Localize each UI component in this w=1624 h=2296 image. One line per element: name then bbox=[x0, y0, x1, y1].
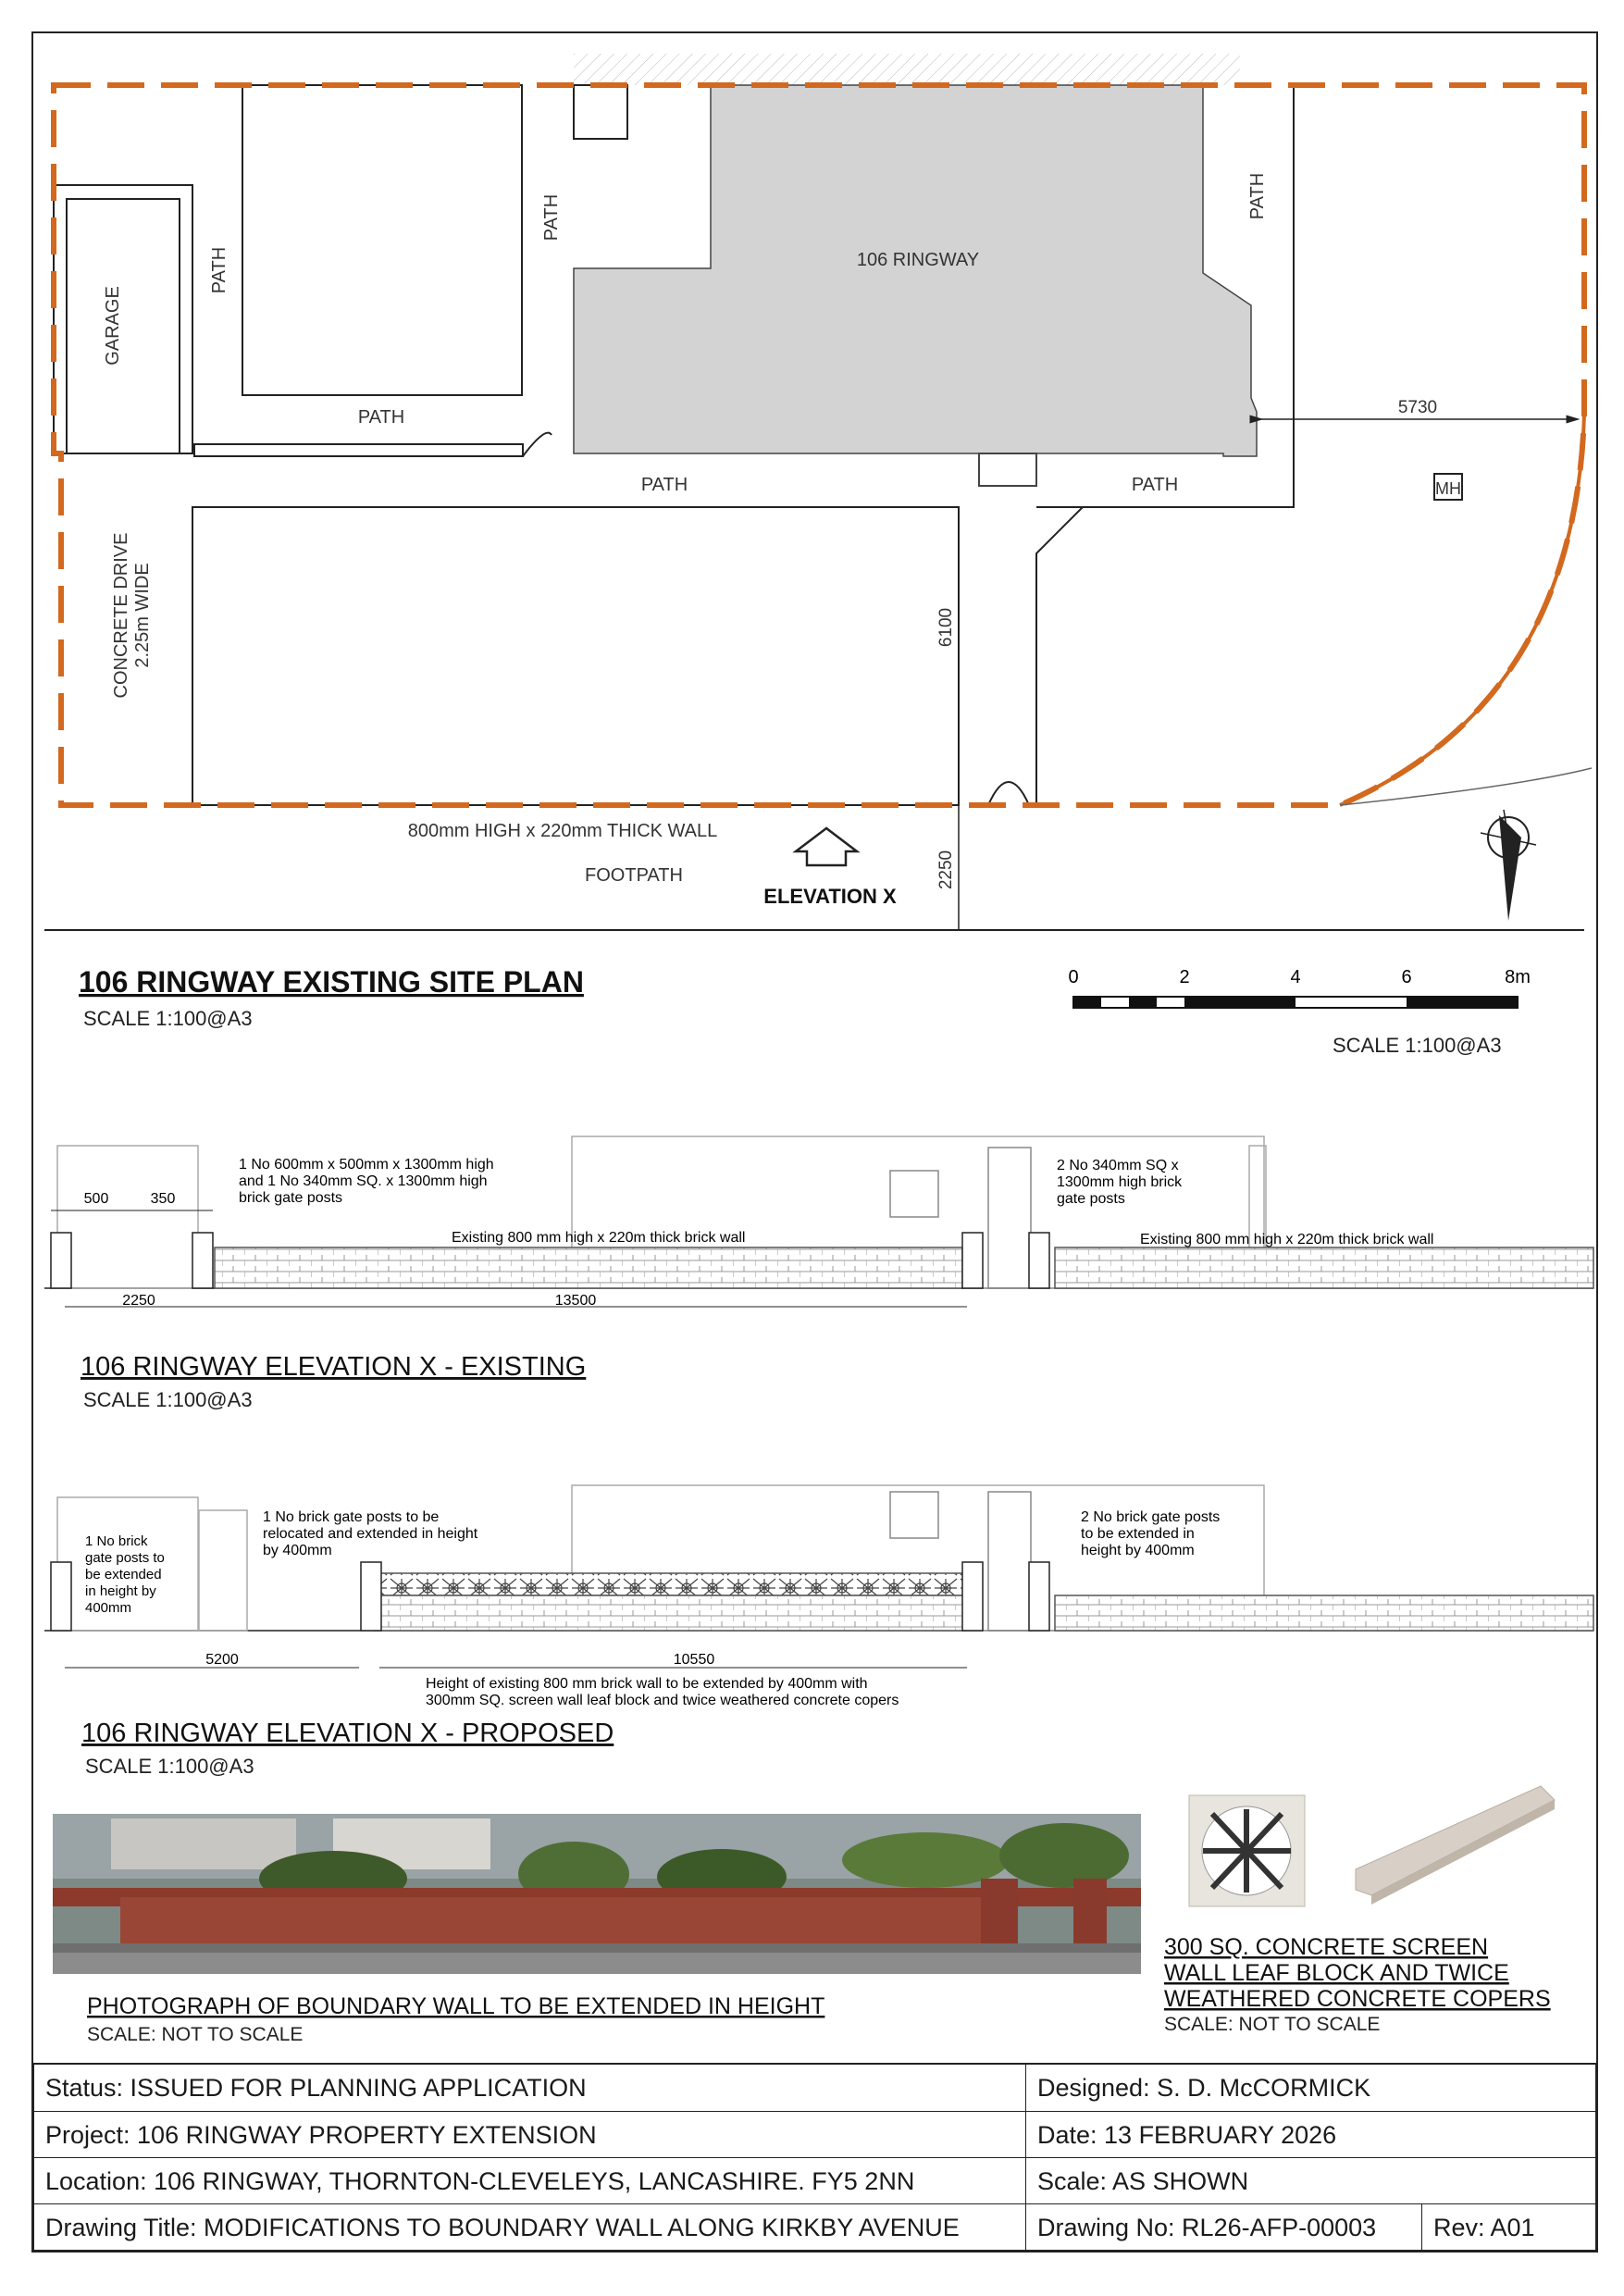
project-cell: Project: 106 RINGWAY PROPERTY EXTENSION bbox=[34, 2112, 1026, 2157]
dim-10550-label: 10550 bbox=[673, 1652, 715, 1668]
garage-label: GARAGE bbox=[103, 286, 123, 366]
scale-tick-8: 8m bbox=[1505, 967, 1531, 987]
garage-inner bbox=[67, 199, 180, 453]
elevation-proposed-scale: SCALE 1:100@A3 bbox=[85, 1755, 254, 1778]
title-row-status bbox=[34, 2065, 1595, 2111]
boundary-wall-photo bbox=[53, 1814, 1141, 1974]
dim-6100-label: 6100 bbox=[936, 607, 956, 648]
existing-note-right-3: gate posts bbox=[1057, 1191, 1125, 1207]
rev-cell: Rev: A01 bbox=[1433, 2214, 1535, 2241]
path-label-north: PATH bbox=[541, 193, 562, 242]
materials-scale: SCALE: NOT TO SCALE bbox=[1164, 2014, 1381, 2035]
steps bbox=[979, 453, 1036, 486]
path-label-right: PATH bbox=[1131, 475, 1179, 495]
manhole-label: MH bbox=[1435, 479, 1461, 498]
north-arrow-icon bbox=[1481, 810, 1536, 921]
dim-500-label: 500 bbox=[83, 1191, 109, 1207]
existing-note-right-1: 2 No 340mm SQ x bbox=[1057, 1158, 1179, 1173]
proposed-note-left-4: in height by bbox=[85, 1583, 156, 1599]
existing-note-gate-3: brick gate posts bbox=[239, 1190, 343, 1206]
scalebar-caption: SCALE 1:100@A3 bbox=[1333, 1034, 1502, 1057]
path-label-garden: PATH bbox=[357, 407, 405, 428]
elevation-arrow bbox=[796, 828, 857, 865]
location-cell: Location: 106 RINGWAY, THORNTON-CLEVELEYS, LANCASHIRE. FY5 2NN bbox=[34, 2158, 1026, 2203]
date-cell: Date: 13 FEBRUARY 2026 bbox=[1037, 2121, 1337, 2149]
garden-bed bbox=[242, 85, 522, 395]
proposed-note-left-1: 1 No brick bbox=[85, 1533, 148, 1549]
path-edge bbox=[194, 444, 523, 456]
proposed-note-left-2: gate posts to bbox=[85, 1550, 165, 1566]
path-label-west: PATH bbox=[209, 246, 229, 294]
front-lawn bbox=[192, 507, 959, 805]
elevation-marker-label: ELEVATION X bbox=[763, 885, 897, 908]
elevation-existing-scale: SCALE 1:100@A3 bbox=[83, 1388, 253, 1411]
title-row-drawing bbox=[34, 2203, 1595, 2250]
designed-cell: Designed: S. D. McCORMICK bbox=[1037, 2074, 1371, 2102]
proposed-note-left-5: 400mm bbox=[85, 1600, 132, 1616]
existing-note-gate-1: 1 No 600mm x 500mm x 1300mm high bbox=[239, 1157, 494, 1173]
proposed-wall-note-2: 300mm SQ. screen wall leaf block and twice weathered concrete copers bbox=[426, 1693, 899, 1708]
site-plan bbox=[44, 54, 1592, 930]
neighbour-hatch bbox=[574, 54, 1240, 85]
materials-title-1: 300 SQ. CONCRETE SCREEN bbox=[1164, 1934, 1489, 1960]
wall-label: 800mm HIGH x 220mm THICK WALL bbox=[407, 821, 718, 841]
dim-5730-label: 5730 bbox=[1397, 398, 1438, 417]
dim-2250-label: 2250 bbox=[936, 850, 956, 890]
dim-5200-label: 5200 bbox=[205, 1652, 239, 1668]
title-row-project bbox=[34, 2111, 1595, 2157]
existing-wall-note-left: Existing 800 mm high x 220m thick brick wall bbox=[452, 1230, 746, 1246]
path-label-front: PATH bbox=[640, 475, 688, 495]
building-footprint bbox=[574, 85, 1257, 456]
photo-scale: SCALE: NOT TO SCALE bbox=[87, 2024, 304, 2045]
elevation-proposed-title: 106 RINGWAY ELEVATION X - PROPOSED bbox=[81, 1719, 614, 1748]
dim-2250-elev-label: 2250 bbox=[122, 1293, 155, 1309]
proposed-wall-note-1: Height of existing 800 mm brick wall to be extended by 400mm with bbox=[426, 1676, 868, 1692]
building-label: 106 RINGWAY bbox=[856, 250, 980, 270]
scale-tick-2: 2 bbox=[1179, 967, 1190, 987]
drive-label-2: 2.25m WIDE bbox=[132, 563, 153, 668]
photo-title: PHOTOGRAPH OF BOUNDARY WALL TO BE EXTENDED IN HEIGHT bbox=[87, 1993, 825, 2019]
dim-13500-label: 13500 bbox=[554, 1293, 597, 1309]
dim-350-label: 350 bbox=[150, 1191, 176, 1207]
proposed-note-right-2: to be extended in bbox=[1081, 1526, 1195, 1542]
scale-tick-4: 4 bbox=[1290, 967, 1301, 987]
proposed-note-left-3: be extended bbox=[85, 1567, 162, 1582]
drive-label-1: CONCRETE DRIVE bbox=[111, 532, 131, 699]
elevation-existing-title: 106 RINGWAY ELEVATION X - EXISTING bbox=[81, 1352, 587, 1382]
screen-block-icon bbox=[1189, 1795, 1305, 1906]
front-gate-swing bbox=[988, 782, 1029, 805]
site-plan-scale: SCALE 1:100@A3 bbox=[83, 1007, 253, 1030]
proposed-note-relocated-1: 1 No brick gate posts to be bbox=[263, 1509, 440, 1525]
coping-stone-icon bbox=[1356, 1786, 1555, 1905]
scale-tick-0: 0 bbox=[1068, 967, 1079, 987]
gate-swing bbox=[523, 433, 552, 456]
status-cell: Status: ISSUED FOR PLANNING APPLICATION bbox=[34, 2065, 1026, 2111]
drawing-title-cell: Drawing Title: MODIFICATIONS TO BOUNDARY WALL ALONG KIRKBY AVENUE bbox=[34, 2204, 1026, 2250]
drawing-no-cell: Drawing No: RL26-AFP-00003 bbox=[1026, 2204, 1422, 2250]
scale-cell: Scale: AS SHOWN bbox=[1037, 2167, 1249, 2195]
path-label-east: PATH bbox=[1247, 172, 1268, 220]
existing-note-right-2: 1300mm high brick bbox=[1057, 1174, 1183, 1190]
footpath-label: FOOTPATH bbox=[585, 865, 683, 886]
garage-outline bbox=[54, 185, 192, 453]
chimney-block bbox=[574, 85, 627, 139]
title-block bbox=[32, 2063, 1597, 2252]
proposed-note-right-3: height by 400mm bbox=[1081, 1543, 1195, 1558]
existing-note-gate-2: and 1 No 340mm SQ. x 1300mm high bbox=[239, 1173, 488, 1189]
materials-title-2: WALL LEAF BLOCK AND TWICE bbox=[1164, 1960, 1509, 1986]
proposed-note-relocated-2: relocated and extended in height bbox=[263, 1526, 478, 1542]
materials-title-3: WEATHERED CONCRETE COPERS bbox=[1164, 1986, 1551, 2012]
scale-tick-6: 6 bbox=[1401, 967, 1412, 987]
scale-bar bbox=[1073, 997, 1518, 1008]
proposed-note-relocated-3: by 400mm bbox=[263, 1543, 332, 1558]
site-plan-title: 106 RINGWAY EXISTING SITE PLAN bbox=[79, 965, 584, 999]
proposed-note-right-1: 2 No brick gate posts bbox=[1081, 1509, 1221, 1525]
existing-wall-note-right: Existing 800 mm high x 220m thick brick wall bbox=[1140, 1232, 1434, 1247]
front-lawn-right bbox=[1036, 507, 1294, 805]
title-row-location bbox=[34, 2157, 1595, 2203]
